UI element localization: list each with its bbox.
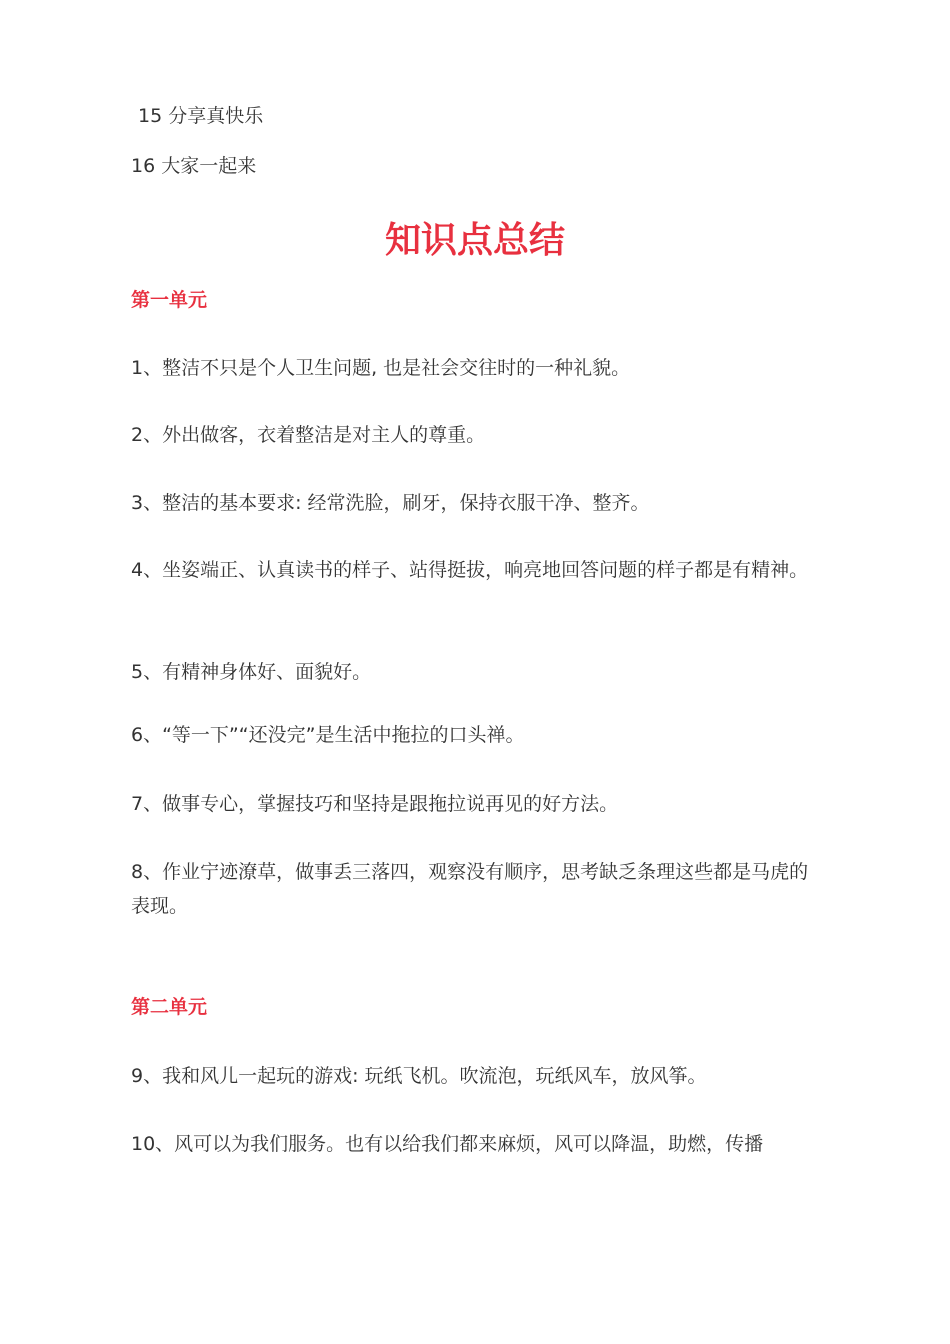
lesson-item: 16 大家一起来 [131,155,257,177]
knowledge-point: 7、做事专心，掌握技巧和坚持是跟拖拉说再见的好方法。 [131,793,619,815]
knowledge-point: 4、坐姿端正、认真读书的样子、站得挺拔，响亮地回答问题的样子都是有精神。 [131,559,809,581]
unit-heading: 第一单元 [131,289,208,311]
knowledge-point: 1、整洁不只是个人卫生问题, 也是社会交往时的一种礼貌。 [131,357,631,379]
knowledge-point: 6、“等一下”“还没完”是生活中拖拉的口头禅。 [131,724,525,746]
knowledge-point: 5、有精神身体好、面貌好。 [131,661,372,683]
knowledge-point: 3、整洁的基本要求: 经常洗脸，刷牙，保持衣服干净、整齐。 [131,492,650,514]
knowledge-point: 10、风可以为我们服务。也有以给我们都来麻烦，风可以降温，助燃，传播 [131,1133,764,1155]
lesson-item: 15 分享真快乐 [138,105,264,127]
knowledge-point: 2、外出做客，衣着整洁是对主人的尊重。 [131,424,486,446]
knowledge-point: 8、作业宁迹潦草，做事丢三落四，观察没有顺序，思考缺乏条理这些都是马虎的表现。 [131,861,809,917]
knowledge-point: 9、我和风儿一起玩的游戏: 玩纸飞机。吹流泡，玩纸风车，放风筝。 [131,1065,707,1087]
unit-heading: 第二单元 [131,996,208,1018]
page-title: 知识点总结 [384,220,565,261]
